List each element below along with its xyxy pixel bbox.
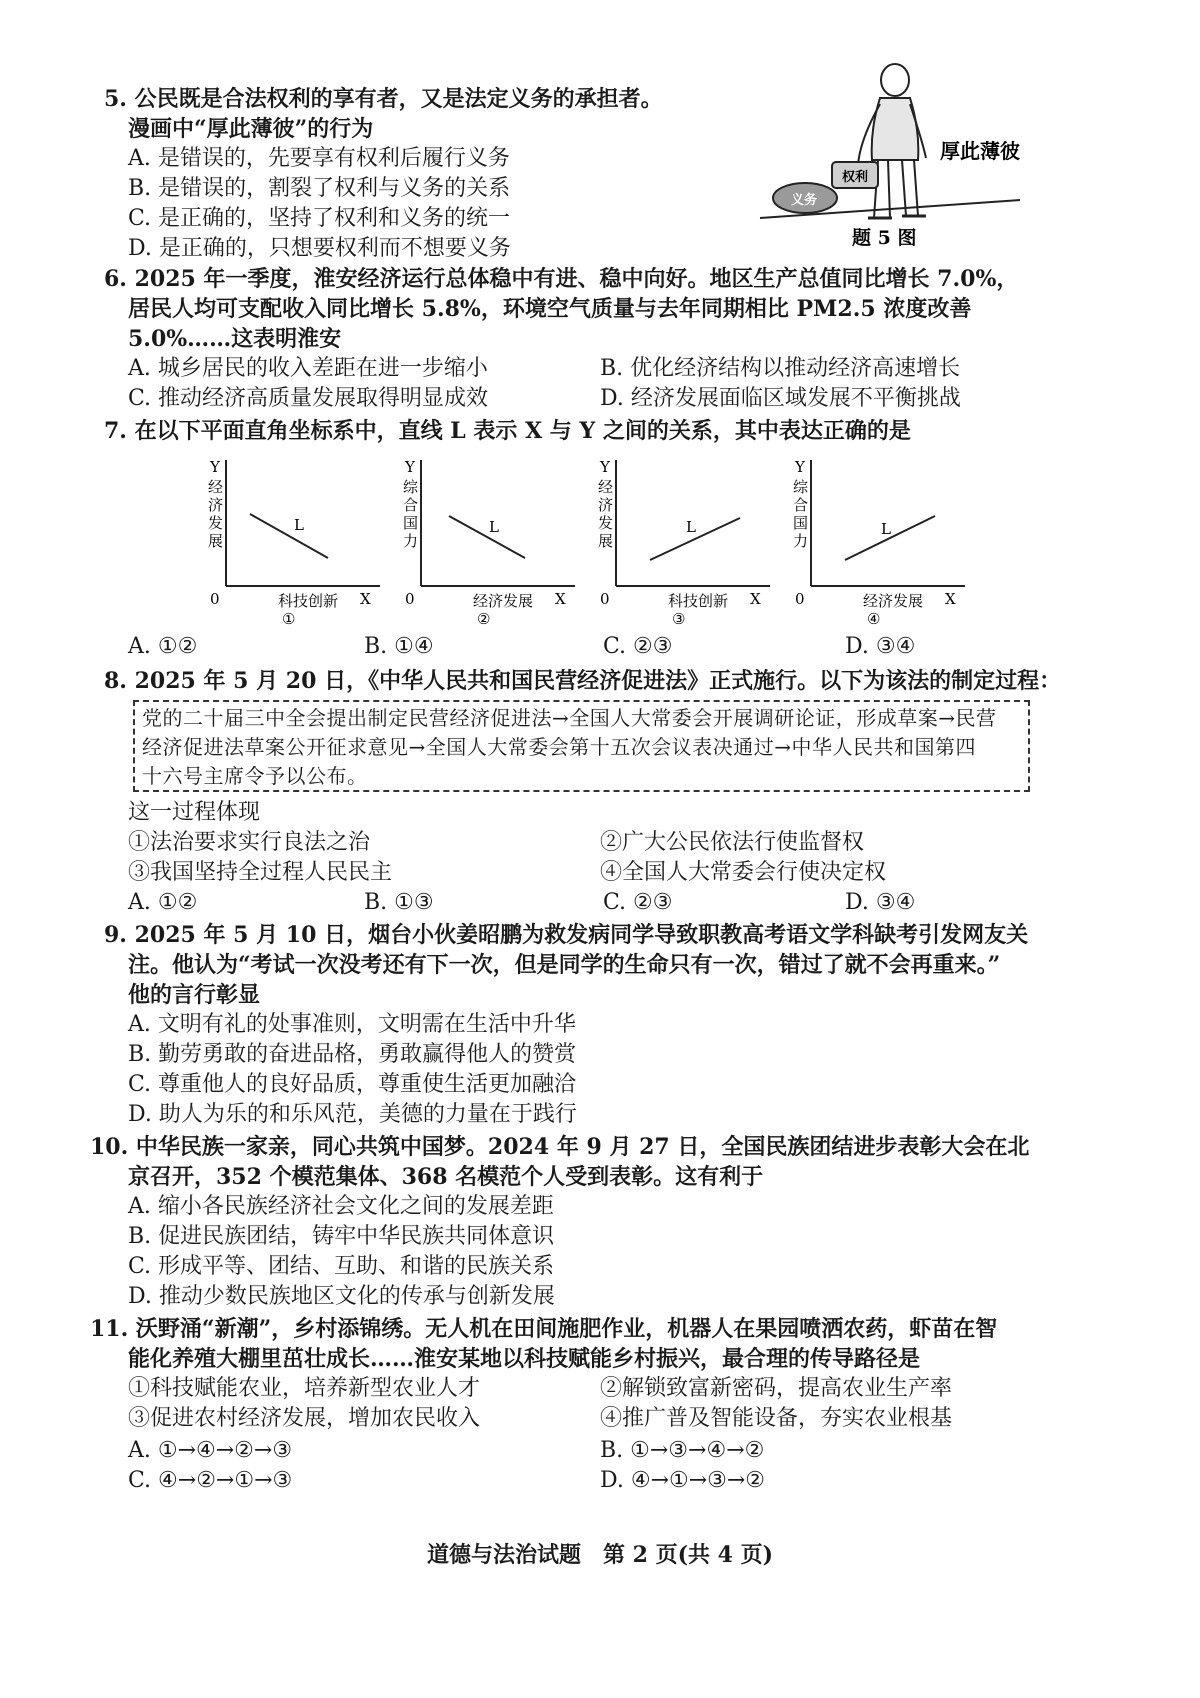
q11-stem-line1: 11. 沃野涌“新潮”，乡村添锦绣。无人机在田间施肥作业，机器人在果园喷洒农药，虾苗在智 bbox=[90, 1316, 998, 1342]
x-variable-label: 经济发展 bbox=[473, 592, 534, 610]
q6-option-a: A. 城乡居民的收入差距在进一步缩小 bbox=[128, 356, 488, 381]
x-variable-label: 科技创新 bbox=[278, 592, 339, 610]
q11-item-4: ④推广普及智能设备，夯实农业根基 bbox=[600, 1406, 953, 1431]
q9-option-c: C. 尊重他人的良好品质，尊重使生活更加融洽 bbox=[128, 1072, 577, 1097]
y-variable-char-2: 合 bbox=[403, 496, 419, 514]
x-variable-label: 科技创新 bbox=[668, 592, 729, 610]
graph-number: ① bbox=[282, 610, 296, 626]
q9-stem-line1: 9. 2025 年 5 月 10 日，烟台小伙姜昭鹏为救发病同学导致职教高考语文学科缺考引发网友关 bbox=[104, 922, 1029, 948]
axis-x-label: X bbox=[945, 590, 956, 608]
q8-item-2: ②广大公民依法行使监督权 bbox=[600, 830, 865, 855]
duty-rock-label: 义务 bbox=[790, 193, 818, 208]
q11-option-d: D. ④→①→③→② bbox=[600, 1468, 766, 1493]
y-variable-char-4: 展 bbox=[598, 532, 614, 550]
line-L-label: L bbox=[294, 516, 304, 534]
q9-option-b: B. 勤劳勇敢的奋进品格，勇敢赢得他人的赞赏 bbox=[128, 1042, 577, 1067]
cartoon-caption: 厚此薄彼 bbox=[940, 139, 1020, 163]
origin-label: 0 bbox=[600, 590, 610, 608]
q7-graph-4 bbox=[785, 456, 975, 626]
q10-option-d: D. 推动少数民族地区文化的传承与创新发展 bbox=[128, 1284, 555, 1309]
q5-stem-line1: 5. 公民既是合法权利的享有者，又是法定义务的承担者。 bbox=[104, 86, 663, 112]
q5-option-b: B. 是错误的，割裂了权利与义务的关系 bbox=[128, 176, 511, 201]
q8-item-4: ④全国人大常委会行使决定权 bbox=[600, 860, 887, 885]
axis-x-label: X bbox=[750, 590, 761, 608]
q11-option-c: C. ④→②→①→③ bbox=[128, 1468, 293, 1493]
y-variable-char-1: 经 bbox=[598, 478, 614, 496]
q9-stem-line3: 他的言行彰显 bbox=[128, 982, 261, 1008]
q5-option-d: D. 是正确的，只想要权利而不想要义务 bbox=[128, 236, 511, 261]
y-variable-char-3: 国 bbox=[793, 514, 809, 532]
q5-stem-line2: 漫画中“厚此薄彼”的行为 bbox=[128, 116, 374, 142]
q8-stem: 8. 2025 年 5 月 20 日，《中华人民共和国民营经济促进法》正式施行。以下为该法的制定过程： bbox=[104, 668, 1062, 694]
q8-item-1: ①法治要求实行良法之治 bbox=[128, 830, 371, 855]
line-L-label: L bbox=[489, 518, 499, 536]
y-variable-char-1: 综 bbox=[403, 478, 419, 496]
q6-stem-line1: 6. 2025 年一季度，淮安经济运行总体稳中有进、稳中向好。地区生产总值同比增长 7.0%， bbox=[104, 266, 1019, 292]
q7-option-c: C. ②③ bbox=[603, 634, 673, 659]
q11-stem-line2: 能化养殖大棚里茁壮成长……淮安某地以科技赋能乡村振兴，最合理的传导路径是 bbox=[128, 1346, 921, 1372]
figure-label: 题 5 图 bbox=[852, 227, 917, 249]
y-variable-char-2: 济 bbox=[598, 496, 614, 514]
y-variable-char-3: 发 bbox=[598, 514, 614, 532]
q5-cartoon bbox=[740, 40, 1030, 250]
q10-option-c: C. 形成平等、团结、互助、和谐的民族关系 bbox=[128, 1254, 555, 1279]
y-variable-char-4: 力 bbox=[793, 532, 809, 550]
q9-option-a: A. 文明有礼的处事准则，文明需在生活中升华 bbox=[128, 1012, 576, 1037]
y-variable-char-2: 济 bbox=[208, 496, 224, 514]
q11-item-1: ①科技赋能农业，培养新型农业人才 bbox=[128, 1376, 481, 1401]
q9-stem-line2: 注。他认为“考试一次没考还有下一次，但是同学的生命只有一次，错过了就不会再重来。” bbox=[128, 952, 1001, 978]
y-variable-char-1: 经 bbox=[208, 478, 224, 496]
rights-bag-label: 权利 bbox=[841, 170, 869, 185]
axis-y-label: Y bbox=[210, 458, 220, 476]
y-variable-char-2: 合 bbox=[793, 496, 809, 514]
y-variable-char-3: 发 bbox=[208, 514, 224, 532]
q7-option-b: B. ①④ bbox=[364, 634, 434, 659]
y-variable-char-3: 国 bbox=[403, 514, 419, 532]
q7-graph-3 bbox=[590, 456, 780, 626]
q7-option-d: D. ③④ bbox=[845, 634, 916, 659]
q8-option-b: B. ①③ bbox=[364, 890, 434, 915]
y-variable-char-4: 展 bbox=[208, 532, 224, 550]
axis-x-label: X bbox=[360, 590, 371, 608]
line-L-decreasing bbox=[250, 514, 328, 558]
origin-label: 0 bbox=[210, 590, 220, 608]
q7-graph-2 bbox=[395, 456, 585, 626]
q8-option-d: D. ③④ bbox=[845, 890, 916, 915]
x-variable-label: 经济发展 bbox=[863, 592, 924, 610]
q6-option-c: C. 推动经济高质量发展取得明显成效 bbox=[128, 386, 489, 411]
q8-item-3: ③我国坚持全过程人民民主 bbox=[128, 860, 393, 885]
q11-item-3: ③促进农村经济发展，增加农民收入 bbox=[128, 1406, 481, 1431]
graph-number: ③ bbox=[672, 610, 686, 626]
line-L-decreasing bbox=[449, 516, 525, 558]
q7-graph-1 bbox=[200, 456, 390, 626]
q10-option-a: A. 缩小各民族经济社会文化之间的发展差距 bbox=[128, 1194, 554, 1219]
line-L-label: L bbox=[686, 518, 696, 536]
q7-stem: 7. 在以下平面直角坐标系中，直线 L 表示 X 与 Y 之间的关系，其中表达正确的是 bbox=[104, 418, 911, 444]
origin-label: 0 bbox=[795, 590, 805, 608]
q10-stem-line2: 京召开，352 个模范集体、368 名模范个人受到表彰。这有利于 bbox=[128, 1164, 764, 1190]
q5-option-a: A. 是错误的，先要享有权利后履行义务 bbox=[128, 146, 510, 171]
q8-box-line3: 十六号主席令予以公布。 bbox=[142, 764, 368, 788]
q6-option-b: B. 优化经济结构以推动经济高速增长 bbox=[600, 356, 961, 381]
q8-box-line1: 党的二十届三中全会提出制定民营经济促进法→全国人大常委会开展调研论证，形成草案→民营 bbox=[142, 706, 997, 730]
q11-option-b: B. ①→③→④→② bbox=[600, 1438, 765, 1463]
graph-number: ④ bbox=[867, 610, 881, 626]
q8-option-c: C. ②③ bbox=[603, 890, 673, 915]
q11-option-a: A. ①→④→②→③ bbox=[128, 1438, 293, 1463]
q6-stem-line3: 5.0%……这表明淮安 bbox=[128, 326, 342, 352]
axis-y-label: Y bbox=[405, 458, 415, 476]
graph-number: ② bbox=[477, 610, 491, 626]
q11-item-2: ②解锁致富新密码，提高农业生产率 bbox=[600, 1376, 953, 1401]
q6-option-d: D. 经济发展面临区域发展不平衡挑战 bbox=[600, 386, 961, 411]
q8-box-line2: 经济促进法草案公开征求意见→全国人大常委会第十五次会议表决通过→中华人民共和国第四 bbox=[142, 735, 977, 759]
y-variable-char-4: 力 bbox=[403, 532, 419, 550]
origin-label: 0 bbox=[405, 590, 415, 608]
q8-option-a: A. ①② bbox=[128, 890, 198, 915]
person-figure bbox=[858, 64, 926, 218]
axis-x-label: X bbox=[555, 590, 566, 608]
q9-option-d: D. 助人为乐的和乐风范，美德的力量在于践行 bbox=[128, 1102, 577, 1127]
q7-option-a: A. ①② bbox=[128, 634, 198, 659]
q10-option-b: B. 促进民族团结，铸牢中华民族共同体意识 bbox=[128, 1224, 555, 1249]
axis-y-label: Y bbox=[795, 458, 805, 476]
q10-stem-line1: 10. 中华民族一家亲，同心共筑中国梦。2024 年 9 月 27 日，全国民族团结进步表彰大会在北 bbox=[90, 1134, 1030, 1160]
y-variable-char-1: 综 bbox=[793, 478, 809, 496]
page-footer: 道德与法治试题 第 2 页(共 4 页) bbox=[426, 1542, 774, 1568]
line-L-label: L bbox=[881, 520, 891, 538]
q6-stem-line2: 居民人均可支配收入同比增长 5.8%，环境空气质量与去年同期相比 PM2.5 浓度改善 bbox=[128, 296, 972, 322]
q8-lead: 这一过程体现 bbox=[128, 800, 261, 825]
axis-y-label: Y bbox=[600, 458, 610, 476]
q5-option-c: C. 是正确的，坚持了权利和义务的统一 bbox=[128, 206, 511, 231]
